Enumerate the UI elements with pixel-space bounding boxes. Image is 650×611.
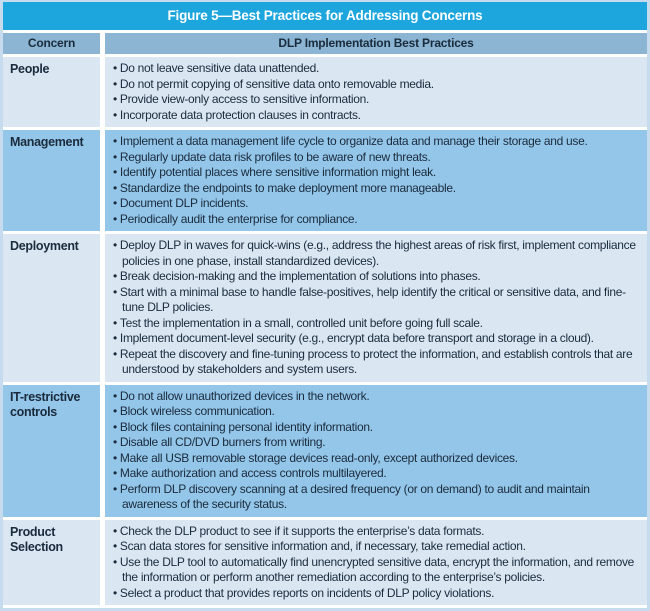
bullet-text: Standardize the endpoints to make deployment more manageable. <box>119 180 456 195</box>
table-row-deployment <box>3 234 647 382</box>
bullet-list <box>105 130 647 231</box>
column-header-practices: DLP Implementation Best Practices <box>105 33 647 54</box>
bullet-text: Do not permit copying of sensitive data onto removable media. <box>119 76 434 91</box>
bullet-text: Disable all CD/DVD burners from writing. <box>119 435 326 449</box>
bullet-text: Block wireless communication. <box>119 404 275 418</box>
concern-label: Management <box>10 135 84 149</box>
bullet-list <box>105 234 647 382</box>
concern-cell <box>3 234 100 382</box>
bullet-text: Provide view-only access to sensitive information. <box>119 92 370 106</box>
bullet-item <box>113 316 639 332</box>
column-header-concern: Concern <box>3 33 100 54</box>
bullet-text: Use the DLP tool to automatically find unencrypted sensitive data, encrypt the information, and remove the information or perform another remediation according to the enterprise’s policies. <box>119 554 635 584</box>
bullet-item <box>113 269 639 285</box>
practices-cell <box>105 520 647 606</box>
bullet-icon: • <box>113 269 117 283</box>
bullet-text: Incorporate data protection clauses in contracts. <box>119 107 361 122</box>
bullet-text: Implement document-level security (e.g., encrypt data before transport and storage in a cloud). <box>119 331 594 345</box>
table-row-product-selection <box>3 520 647 606</box>
bullet-text: Implement a data management life cycle to organize data and manage their storage and use. <box>119 134 588 148</box>
bullet-item <box>113 212 639 228</box>
bullet-item <box>113 331 639 347</box>
bullet-icon: • <box>113 523 117 538</box>
bullet-icon: • <box>113 331 117 345</box>
bullet-text: Test the implementation in a small, controlled unit before going full scale. <box>119 315 483 330</box>
bullet-icon: • <box>113 466 117 480</box>
bullet-item <box>113 466 639 482</box>
bullet-icon: • <box>113 196 117 210</box>
bullet-icon: • <box>113 481 117 496</box>
bullet-text: Start with a minimal base to handle false-positives, help identify the critical or sensitive data, and fine-tune DLP policies. <box>119 284 626 314</box>
concern-label: IT-restrictive controls <box>10 389 81 419</box>
table-row-people <box>3 57 647 127</box>
bullet-item <box>113 61 639 77</box>
bullet-item <box>113 92 639 108</box>
bullet-text: Periodically audit the enterprise for compliance. <box>119 211 358 226</box>
bullet-item <box>113 181 639 197</box>
bullet-text: Block files containing personal identity information. <box>119 419 373 434</box>
bullet-icon: • <box>113 76 117 91</box>
bullet-icon: • <box>113 107 117 122</box>
bullet-text: Make all USB removable storage devices read-only, except authorized devices. <box>119 450 518 465</box>
bullet-icon: • <box>113 134 117 148</box>
concern-label: Product Selection <box>10 524 63 554</box>
bullet-text: Break decision-making and the implementation of solutions into phases. <box>119 269 481 283</box>
bullet-icon: • <box>113 435 117 449</box>
concern-label: Deployment <box>10 239 79 253</box>
bullet-icon: • <box>113 450 117 465</box>
bullet-icon: • <box>113 211 117 226</box>
bullet-item <box>113 586 639 602</box>
bullet-text: Select a product that provides reports on incidents of DLP policy violations. <box>119 585 495 600</box>
table-row-it-restrictive-controls <box>3 385 647 517</box>
practices-cell <box>105 57 647 127</box>
bullet-text: Deploy DLP in waves for quick-wins (e.g., address the highest areas of risk first, implement compliance policies in one phase, install standardized devices). <box>119 238 636 268</box>
practices-cell <box>105 130 647 231</box>
bullet-icon: • <box>113 585 117 600</box>
concern-cell <box>3 130 100 231</box>
table-row-management <box>3 130 647 231</box>
bullet-list <box>105 385 647 517</box>
bullet-text: Regularly update data risk profiles to be aware of new threats. <box>119 149 431 164</box>
table-header-row <box>3 33 647 54</box>
bullet-item <box>113 539 639 555</box>
bullet-item <box>113 451 639 467</box>
bullet-icon: • <box>113 284 117 299</box>
bullet-text: Do not allow unauthorized devices in the network. <box>119 388 370 403</box>
bullet-item <box>113 389 639 405</box>
concern-cell <box>3 385 100 517</box>
concern-cell <box>3 57 100 127</box>
bullet-icon: • <box>113 61 117 75</box>
bullet-item <box>113 238 639 269</box>
bullet-list <box>105 57 647 127</box>
bullet-item <box>113 134 639 150</box>
concern-cell <box>3 520 100 606</box>
bullet-item <box>113 165 639 181</box>
bullet-icon: • <box>113 92 117 106</box>
bullet-icon: • <box>113 554 117 569</box>
bullet-item <box>113 347 639 378</box>
bullet-item <box>113 404 639 420</box>
bullet-icon: • <box>113 315 117 330</box>
bullet-icon: • <box>113 165 117 179</box>
bullet-item <box>113 555 639 586</box>
bullet-text: Check the DLP product to see if it supports the enterprise’s data formats. <box>119 523 485 538</box>
bullet-icon: • <box>113 539 117 553</box>
bullet-text: Make authorization and access controls multilayered. <box>119 466 387 480</box>
bullet-icon: • <box>113 419 117 434</box>
bullet-item <box>113 524 639 540</box>
bullet-icon: • <box>113 404 117 418</box>
bullet-icon: • <box>113 180 117 195</box>
practices-cell <box>105 385 647 517</box>
concern-label: People <box>10 62 50 76</box>
figure-title: Figure 5—Best Practices for Addressing Concerns <box>3 2 647 30</box>
bullet-icon: • <box>113 149 117 164</box>
bullet-text: Document DLP incidents. <box>119 196 249 210</box>
bullet-item <box>113 150 639 166</box>
bullet-icon: • <box>113 388 117 403</box>
bullet-text: Perform DLP discovery scanning at a desired frequency (or on demand) to audit and maintain awareness of the security status. <box>119 481 590 511</box>
bullet-text: Repeat the discovery and fine-tuning process to protect the information, and establish controls that are understood by stakeholders and system users. <box>119 346 633 376</box>
bullet-text: Do not leave sensitive data unattended. <box>119 61 320 75</box>
bullet-list <box>105 520 647 606</box>
bullet-item <box>113 108 639 124</box>
practices-cell <box>105 234 647 382</box>
bullet-text: Scan data stores for sensitive information and, if necessary, take remedial action. <box>119 539 526 553</box>
bullet-item <box>113 285 639 316</box>
bullet-item <box>113 435 639 451</box>
bullet-icon: • <box>113 238 117 252</box>
bullet-item <box>113 420 639 436</box>
bullet-item <box>113 77 639 93</box>
bullet-text: Identify potential places where sensitive information might leak. <box>119 165 436 179</box>
bullet-item <box>113 482 639 513</box>
bullet-item <box>113 196 639 212</box>
bullet-icon: • <box>113 346 117 361</box>
